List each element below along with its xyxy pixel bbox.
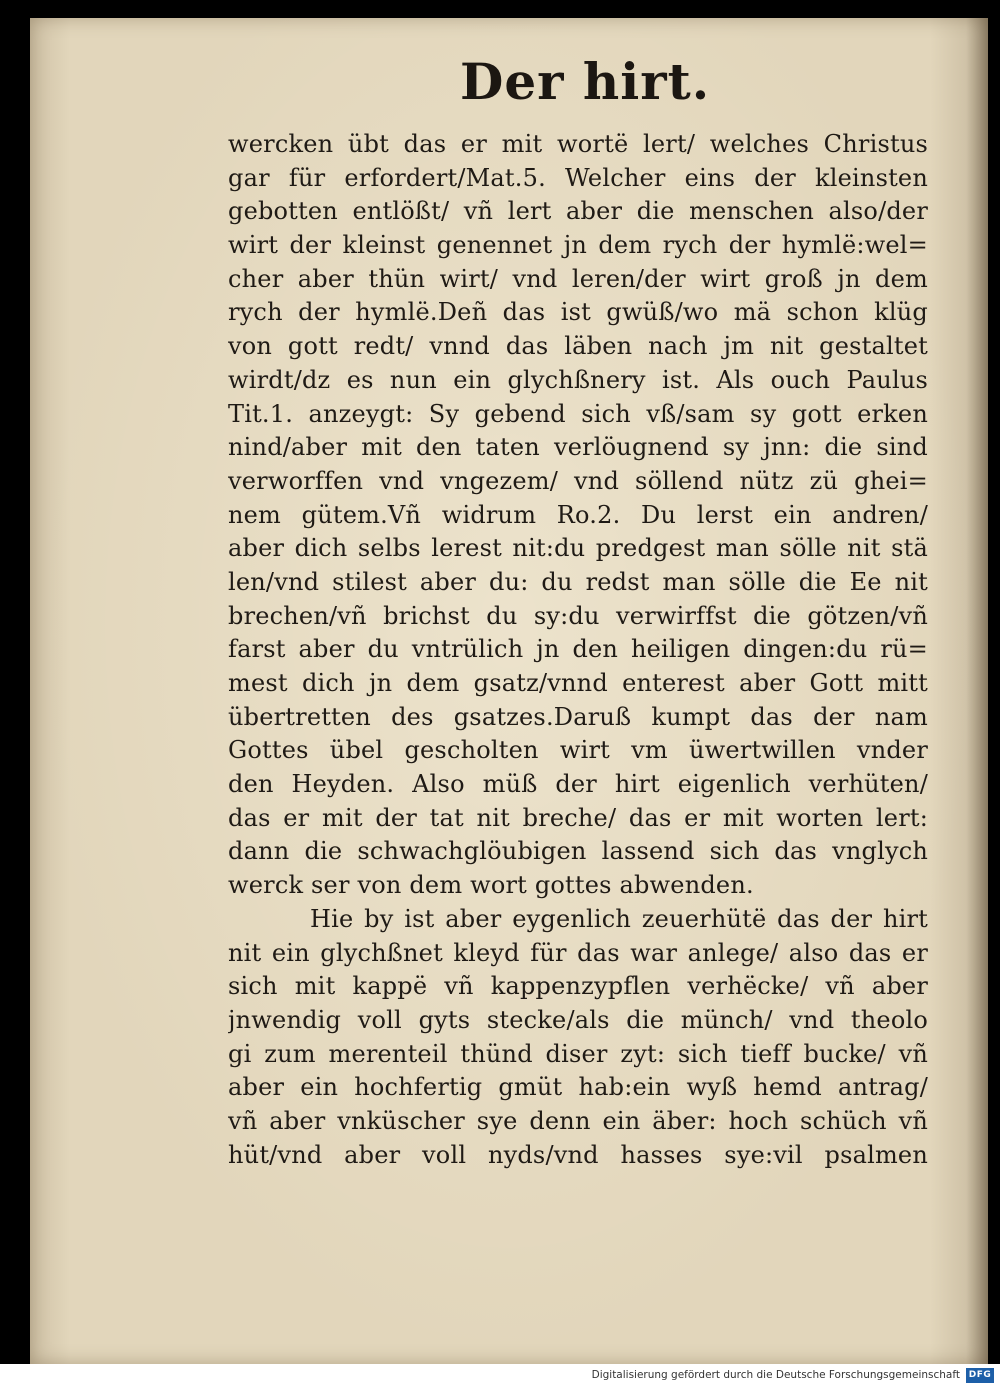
text-line: wirt der kleinst genennet jn dem rych der hymlë:wel= — [228, 231, 928, 260]
text-line: nind/aber mit den taten verlöugnend sy jnn: die sind — [228, 433, 928, 462]
text-line: jnwendig voll gyts stecke/als die münch/ vnd theolo — [228, 1005, 928, 1034]
running-head: Der hirt. — [460, 52, 711, 111]
page-edge-shadow — [966, 18, 988, 1364]
text-line: übertretten des gsatzes.Daruß kumpt das der nam — [228, 702, 928, 731]
text-line: Gottes übel gescholten wirt vm üwertwillen vnder — [228, 736, 928, 765]
text-line: wercken übt das er mit wortë lert/ welches Christus — [228, 130, 928, 158]
dfg-logo: DFG — [966, 1368, 994, 1383]
text-line: verworffen vnd vngezem/ vnd söllend nütz zü ghei= — [228, 466, 928, 495]
text-line: aber dich selbs lerest nit:du predgest man sölle nit stä — [228, 534, 928, 563]
text-line: gi zum merenteil thünd diser zyt: sich tieff bucke/ vñ — [228, 1039, 928, 1068]
text-line: aber ein hochfertig gmüt hab:ein wyß hemd antrag/ — [228, 1073, 928, 1102]
footer-bar — [0, 1364, 1000, 1388]
text-line: rych der hymlë.Deñ das ist gwüß/wo mä schon klüg — [228, 298, 928, 327]
funding-credit: Digitalisierung gefördert durch die Deutsche Forschungsgemeinschaft — [591, 1369, 960, 1381]
text-line: von gott redt/ vnnd das läben nach jm nit gestaltet — [228, 332, 928, 361]
text-line: hüt/vnd aber voll nyds/vnd hasses sye:vil psalmen — [228, 1140, 928, 1169]
text-line: werck ser von dem wort gottes abwenden. — [228, 871, 754, 900]
text-line: wirdt/dz es nun ein glychßnery ist. Als ouch Paulus — [228, 365, 928, 394]
text-line: dann die schwachglöubigen lassend sich das vnglych — [228, 837, 928, 866]
text-line: vñ aber vnküscher sye denn ein äber: hoch schüch vñ — [228, 1106, 928, 1135]
text-line: das er mit der tat nit breche/ das er mit worten lert: — [228, 803, 928, 832]
text-line: gebotten entlößt/ vñ lert aber die menschen also/der — [228, 197, 928, 226]
text-line: brechen/vñ brichst du sy:du verwirffst die götzen/vñ — [228, 601, 928, 630]
text-line: Tit.1. anzeygt: Sy gebend sich vß/sam sy gott erken — [228, 399, 928, 428]
text-line: sich mit kappë vñ kappenzypflen verhëcke/ vñ aber — [228, 972, 928, 1001]
text-line: len/vnd stilest aber du: du redst man sölle die Ee nit — [228, 567, 928, 596]
text-line: farst aber du vntrülich jn den heiligen dingen:du rü= — [228, 635, 928, 664]
text-line: cher aber thün wirt/ vnd leren/der wirt groß jn dem — [228, 264, 928, 293]
text-line: den Heyden. Also müß der hirt eigenlich verhüten/ — [228, 770, 928, 799]
body-text — [228, 128, 928, 1172]
text-line: mest dich jn dem gsatz/vnnd enterest aber Gott mitt — [228, 669, 928, 697]
text-line: gar für erfordert/Mat.5. Welcher eins der kleinsten — [228, 163, 928, 192]
paragraph-start-line: Hie by ist aber eygenlich zeuerhütë das der hirt — [310, 904, 928, 933]
text-line: nem gütem.Vñ widrum Ro.2. Du lerst ein andren/ — [228, 500, 928, 529]
text-line: nit ein glychßnet kleyd für das war anlege/ also das er — [228, 938, 928, 967]
